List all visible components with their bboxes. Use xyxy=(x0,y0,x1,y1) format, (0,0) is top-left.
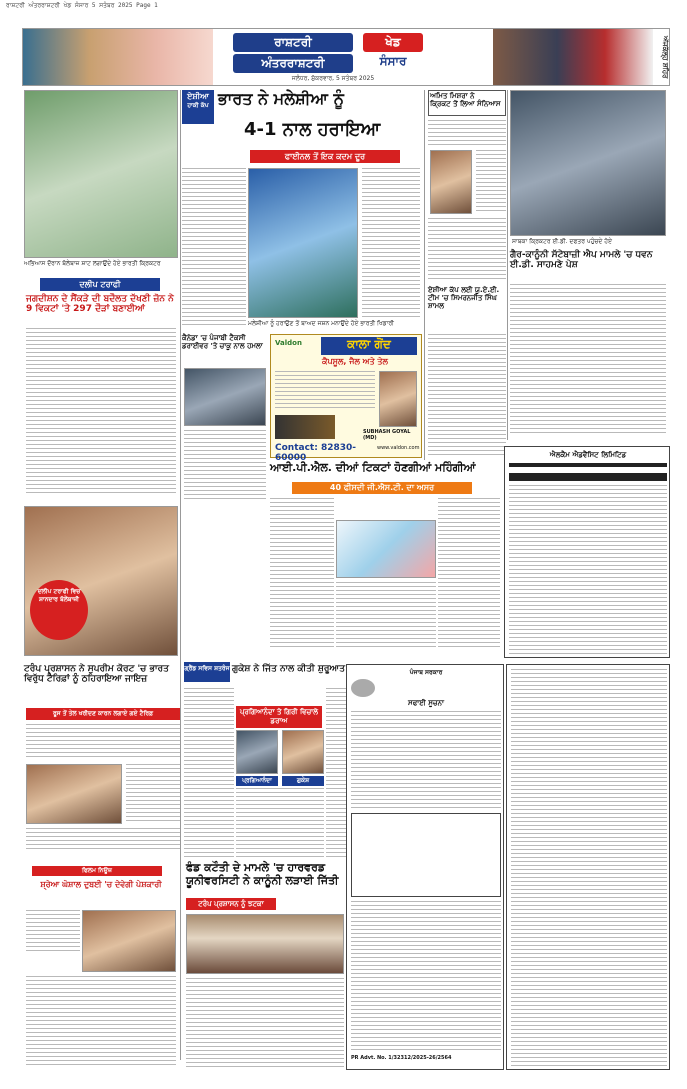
ipl-strap: 40 ਫੀਸਦੀ ਜੀ.ਐਸ.ਟੀ. ਦਾ ਅਸਰ xyxy=(292,482,472,494)
trump-headline-2: ਵਿਰੁੱਧ ਟੈਰਿਫ਼ਾਂ ਨੂੰ ਠਹਿਰਾਇਆ ਜਾਇਜ਼ xyxy=(24,674,148,685)
dhawan-photo xyxy=(510,90,666,236)
masthead-sports-line1: ਖੇਡ xyxy=(363,33,423,52)
trump-body xyxy=(26,828,180,852)
harvard-body xyxy=(186,978,344,1068)
column-divider xyxy=(424,90,425,460)
punjab-body-bottom xyxy=(351,901,501,1051)
hockey-kicker xyxy=(182,90,214,124)
hockey-headline-2: 4-1 ਨਾਲ ਹਰਾਇਆ xyxy=(244,119,381,140)
trump-photo xyxy=(26,764,122,824)
film-body xyxy=(26,976,176,1066)
cricket-photo-top xyxy=(24,90,178,258)
ad-website: www.valdon.com xyxy=(377,445,420,451)
hockey-photo-caption: ਮਲੇਸ਼ੀਆ ਨੂੰ ਹਰਾਉਣ ਤੋਂ ਬਾਅਦ ਜਸ਼ਨ ਮਨਾਉਂਦੇ ਹੋਏ ਭਾਰਤੀ ਖਿਡਾਰੀ xyxy=(248,320,394,327)
chess-body-left xyxy=(184,688,234,858)
dulip-body xyxy=(26,328,176,496)
masthead-dateline: ਜਲੰਧਰ, ਸ਼ੁੱਕਰਵਾਰ, 5 ਸਤੰਬਰ 2025 xyxy=(291,75,375,82)
cricket-badge: ਦਲੀਪ ਟਰਾਫੀ ਵਿਚ ਸ਼ਾਨਦਾਰ ਬੱਲੇਬਾਜ਼ੀ xyxy=(30,580,88,640)
masthead-title-line1: ਰਾਸ਼ਟਰੀ xyxy=(233,33,353,52)
harvard-strap: ਟਰੰਪ ਪ੍ਰਸ਼ਾਸਨ ਨੂੰ ਝਟਕਾ xyxy=(186,898,276,910)
film-body-top xyxy=(26,910,80,954)
chess-photo-2 xyxy=(282,730,324,774)
ad-person-name: SUBHASH GOYAL (MD) xyxy=(363,429,411,441)
harvard-photo xyxy=(186,914,344,974)
dulip-headline: ਜਗਦੀਸ਼ਨ ਦੇ ਸੈਂਕੜੇ ਦੀ ਬਦੌਲਤ ਦੱਖਣੀ ਜ਼ੋਨ ਨੇ 9 ਵਿਕਟਾਂ 'ਤੇ 297 ਦੌੜਾਂ ਬਣਾਈਆਂ xyxy=(26,294,174,315)
chess-headline: ਗੁਕੇਸ਼ ਨੇ ਜਿੱਤ ਨਾਲ ਕੀਤੀ ਸ਼ੁਰੂਆਤ xyxy=(232,664,345,674)
ipl-body-left xyxy=(270,498,334,648)
masthead-tag: ਅੱਜਕੱਲ੍ਹ ਸ਼ਹਿਰ xyxy=(661,35,669,79)
ad-contact: Contact: 82830-60000 xyxy=(275,443,356,463)
notice-continued-body xyxy=(511,669,667,1067)
ad-person-photo xyxy=(379,371,417,427)
trump-body-top xyxy=(26,724,180,760)
chess-strap: ਪ੍ਰਗਿਆਨੰਦਾ ਤੇ ਗਿਰੀ ਵਿਚਾਲੇ ਡਰਾਅ xyxy=(236,706,322,728)
asia-cup-body xyxy=(428,334,506,458)
punjab-subheading: ਸਫਾਈ ਸੂਚਨਾ xyxy=(408,699,444,707)
asia-cup-headline: ਏਸ਼ੀਆ ਕੱਪ ਲਈ ਯੂ.ਏ.ਈ. ਟੀਮ 'ਚ ਸਿਮਰਨਜੀਤ ਸਿੰਘ ਸ਼ਾਮਲ xyxy=(428,286,500,311)
cricket-photo-caption: ਅਭਿਆਸ ਦੌਰਾਨ ਬੱਲੇਬਾਜ਼ ਸ਼ਾਟ ਲਗਾਉਂਦੇ ਹੋਏ ਭਾਰਤੀ ਕ੍ਰਿਕਟਰ xyxy=(24,260,161,267)
canada-body xyxy=(184,430,266,500)
masthead-title xyxy=(233,33,353,81)
alkem-body xyxy=(509,485,667,655)
trump-headline-1: ਟਰੰਪ ਪ੍ਰਸ਼ਾਸਨ ਨੇ ਸੁਪਰੀਮ ਕੋਰਟ 'ਚ ਭਾਰਤ xyxy=(24,664,169,674)
hockey-headline-1: ਭਾਰਤ ਨੇ ਮਲੇਸ਼ੀਆ ਨੂੰ xyxy=(218,89,344,108)
alkem-subhead-bar xyxy=(509,473,667,481)
hockey-body-left xyxy=(182,168,246,328)
masthead-title-line2: ਅੰਤਰਰਾਸ਼ਟਰੀ xyxy=(233,54,353,73)
chess-body-mid xyxy=(236,788,324,858)
trump-strap: ਰੂਸ ਤੋਂ ਤੇਲ ਖਰੀਦਣ ਕਾਰਨ ਲਗਾਏ ਗਏ ਟੈਰਿਫ਼ xyxy=(26,708,180,720)
dhawan-headline: ਗੈਰ-ਕਾਨੂੰਨੀ ਸੱਟੇਬਾਜ਼ੀ ਐਪ ਮਾਮਲੇ 'ਚ ਧਵਨ ਈ.ਡੀ. ਸਾਹਮਣੇ ਪੇਸ਼ xyxy=(510,250,653,271)
canada-photo xyxy=(184,368,266,426)
column-divider xyxy=(180,90,181,1060)
dhawan-body xyxy=(510,284,666,434)
dulip-kicker: ਦਲੀਪ ਟਰਾਫੀ xyxy=(40,278,160,291)
alkem-notice xyxy=(504,446,670,658)
masthead-sports xyxy=(363,33,423,81)
alkem-company: ਐਲਕੈਮ ਐਡਵੈਂਸਿਟ ਲਿਮਿਟਿਡ xyxy=(549,451,627,459)
ipl-ticket-image xyxy=(336,520,436,578)
canada-headline: ਕੈਨੇਡਾ 'ਚ ਪੰਜਾਬੀ ਟੈਕਸੀ ਡਰਾਈਵਰ 'ਤੇ ਚਾਕੂ ਨਾਲ ਹਮਲਾ xyxy=(182,334,263,351)
amit-body-top xyxy=(428,120,506,146)
alkem-rule xyxy=(509,463,667,467)
ad-product-image xyxy=(275,415,335,439)
hockey-kicker-1: ਏਸ਼ੀਆ xyxy=(187,92,209,101)
hockey-photo xyxy=(248,168,358,318)
kala-gond-ad xyxy=(270,334,422,463)
masthead-photo-right xyxy=(493,29,653,85)
film-headline: ਸ਼੍ਰੇਆ ਘੋਸ਼ਾਲ ਦੁਬਈ 'ਚ ਦੇਵੇਗੀ ਪੇਸ਼ਕਾਰੀ xyxy=(40,880,162,889)
masthead-photo-left xyxy=(23,29,213,85)
ad-subtitle: ਕੈਪਸੂਲ, ਜੈਲ ਅਤੇ ਤੇਲ xyxy=(322,357,388,366)
harvard-headline-1: ਫੰਡ ਕਟੌਤੀ ਦੇ ਮਾਮਲੇ 'ਚ ਹਾਰਵਰਡ xyxy=(186,861,326,874)
amit-body xyxy=(428,218,506,282)
punjab-body-top xyxy=(351,711,501,811)
chess-label-1: ਪ੍ਰਗਿਆਨੰਦਾ xyxy=(236,776,278,786)
ad-body xyxy=(275,371,375,411)
notice-continued xyxy=(506,664,670,1070)
punjab-emblem xyxy=(351,679,375,697)
page-slug: ਰਾਸ਼ਟਰੀ ਅੰਤਰਰਾਸ਼ਟਰੀ ਖੇਡ ਸੰਸਾਰ 5 ਸਤੰਬਰ 2025 Page 1 xyxy=(6,2,158,9)
chess-kicker: ਗ੍ਰੈਂਡ ਸਵਿਸ ਸ਼ਤਰੰਜ xyxy=(184,662,230,682)
amit-headline xyxy=(428,90,506,116)
ad-brand: Valdon xyxy=(275,339,302,347)
punjab-notice xyxy=(346,664,504,1070)
amit-headline-1: ਅਮਿਤ ਮਿਸ਼ਰਾ ਨੇ xyxy=(430,92,475,100)
ad-title: ਕਾਲਾ ਗੋਂਦ xyxy=(321,337,417,355)
ipl-body-right xyxy=(438,498,500,648)
masthead xyxy=(22,28,670,86)
film-kicker: ਫਿਲਮ ਨਿਊਜ਼ xyxy=(32,866,162,876)
masthead-sports-line2: ਸੰਸਾਰ xyxy=(379,54,407,68)
hockey-kicker-2: ਹਾਕੀ ਕੱਪ xyxy=(187,102,209,109)
ipl-headline: ਆਈ.ਪੀ.ਐਲ. ਦੀਆਂ ਟਿਕਟਾਂ ਹੋਣਗੀਆਂ ਮਹਿੰਗੀਆਂ xyxy=(270,461,476,474)
dhawan-caption: ਸਾਬਕਾ ਕ੍ਰਿਕਟਰ ਈ.ਡੀ. ਦਫਤਰ ਪਹੁੰਚਦੇ ਹੋਏ xyxy=(512,238,612,245)
trump-body-side xyxy=(126,764,180,824)
punjab-footer: PR Advt. No. 1/32312/2025-26/2564 xyxy=(351,1055,452,1061)
amit-photo xyxy=(430,150,472,214)
film-photo xyxy=(82,910,176,972)
punjab-table xyxy=(351,813,501,897)
punjab-heading: ਪੰਜਾਬ ਸਰਕਾਰ xyxy=(409,669,443,676)
column-divider xyxy=(507,90,508,440)
ipl-body-mid xyxy=(336,582,436,648)
hockey-strap: ਫਾਈਨਲ ਤੋਂ ਇਕ ਕਦਮ ਦੂਰ xyxy=(250,150,400,163)
amit-headline-2: ਕ੍ਰਿਕਟ ਤੋਂ ਲਿਆ ਸੰਨਿਆਸ xyxy=(430,100,501,109)
hockey-body-right xyxy=(362,168,420,318)
chess-label-2: ਗੁਕੇਸ਼ xyxy=(282,776,324,786)
amit-body-side xyxy=(476,150,506,214)
harvard-headline-2: ਯੂਨੀਵਰਸਿਟੀ ਨੇ ਕਾਨੂੰਨੀ ਲੜਾਈ ਜਿੱਤੀ xyxy=(186,873,339,887)
chess-photo-1 xyxy=(236,730,278,774)
harvard-headline xyxy=(186,862,344,894)
